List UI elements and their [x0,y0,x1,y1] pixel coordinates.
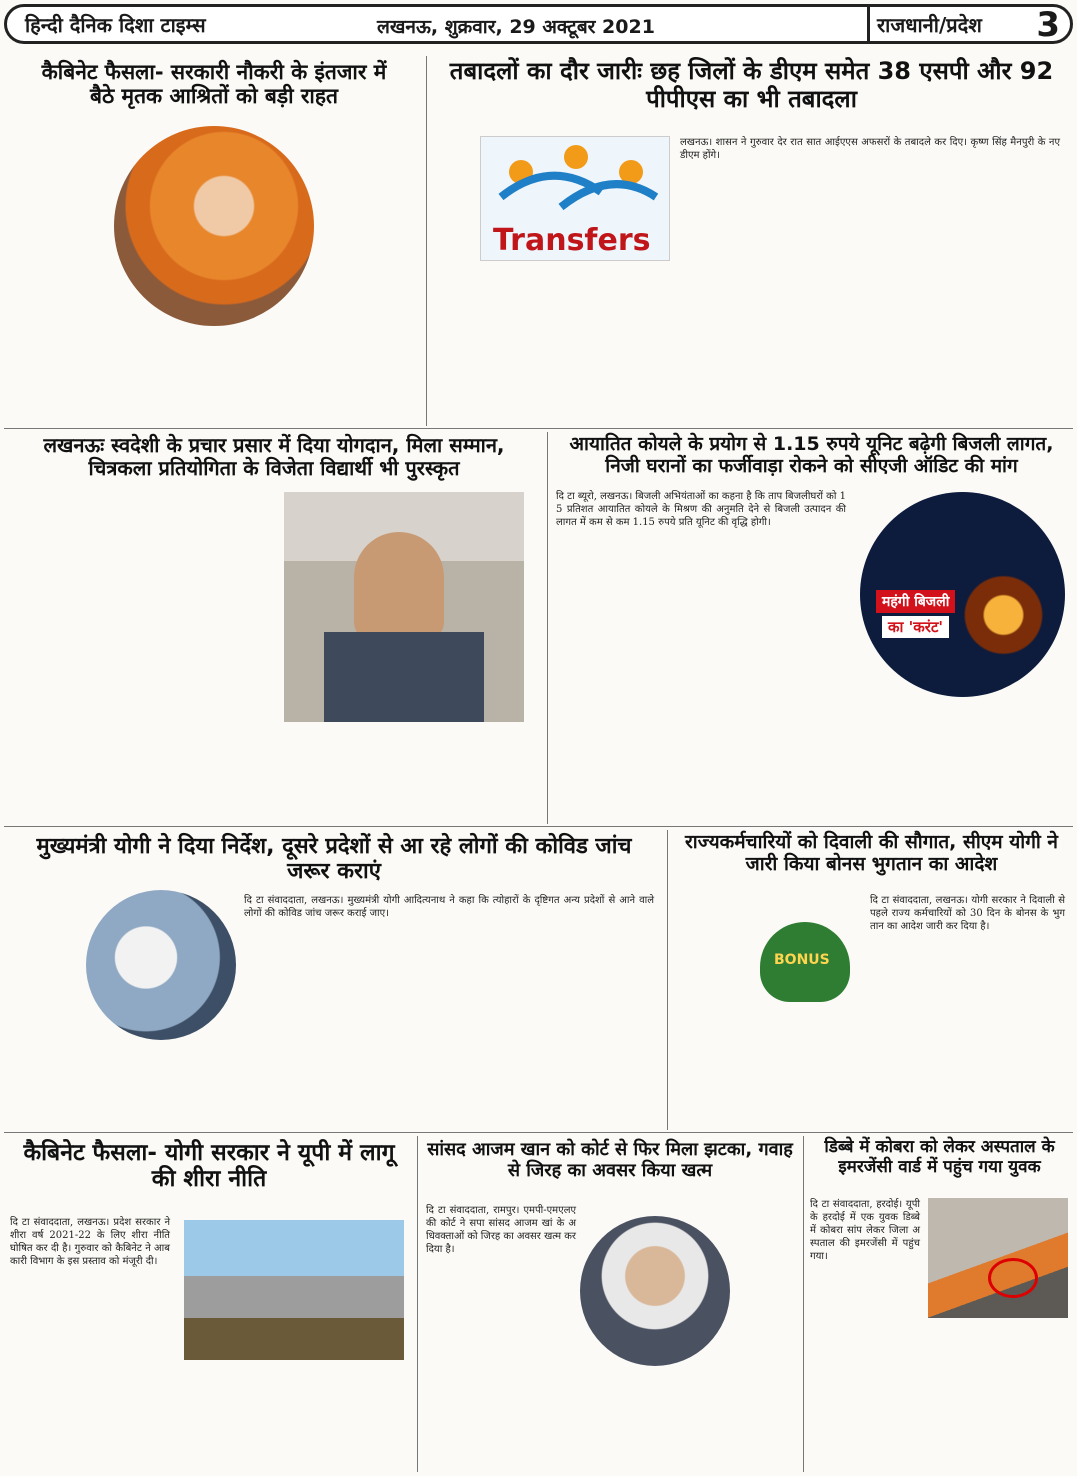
body-sugar: दि टा संवाददाता, लखनऊ। प्रदेश सरकार ने शीरा वर्ष 2021-22 के लिए शीरा नीति घोषित कर दी है। गुरुवार को कैबिनेट ने आबकारी विभाग के इस प्रस्ताव को मंजूरी दी। [10,1217,170,1267]
rule-3 [4,1132,1073,1133]
costly-power-label: महंगी बिजली [876,590,955,613]
bonus-graphic [750,892,860,1012]
page-number: 3 [1036,5,1060,45]
bonus-label: BONUS [774,952,830,968]
current-label: का 'करंट' [882,616,949,638]
body-bonus: दि टा संवाददाता, लखनऊ। योगी सरकार ने दिवाली से पहले राज्य कर्मचारियों को 30 दिन के बोनस के भुगतान का आदेश जारी कर दिया है। [870,895,1065,932]
rule-1 [4,428,1073,429]
story-cobra [806,1136,1073,1472]
body-covid: दि टा संवाददाता, लखनऊ। मुख्यमंत्री योगी आदित्यनाथ ने कहा कि त्योहारों के दृष्टिगत अन्य प्रदेशों से आने वाले लोगों की कोविड जांच जरूर कराई जाए। [244,895,654,919]
body-cobra: दि टा संवाददाता, हरदोई। यूपी के हरदोई में एक युवक डिब्बे में कोबरा सांप लेकर जिला अस्पताल की इमरजेंसी में पहुंच गया। [810,1199,920,1262]
transfers-graphic [480,136,670,261]
section-name: राजधानी/प्रदेश [877,13,982,37]
headline-sugar: कैबिनेट फैसला- योगी सरकार ने यूपी में लागू की शीरा नीति [23,1140,395,1193]
headline-cobra: डिब्बे में कोबरा को लेकर अस्पताल के इमरजेंसी वार्ड में पहुंच गया युवक [824,1137,1055,1177]
story-coal [550,432,1073,824]
paper-name: हिन्दी दैनिक दिशा टाइम्स [25,13,206,37]
masthead-divider [867,7,870,41]
arrows-people-icon [481,137,670,227]
col-rule-d [417,1136,418,1472]
dateline: लखनऊ, शुक्रवार, 29 अक्टूबर 2021 [377,16,655,38]
masthead [4,4,1073,44]
body-coal: दि टा ब्यूरो, लखनऊ। बिजली अभियंताओं का कहना है कि ताप बिजलीघरों को 15 प्रतिशत आयातित कोयले के मिश्रण की अनुमति देने से बिजली उत्पादन की लागत में कम से कम 1.15 रुपये प्रति यूनिट की वृद्धि होगी। [556,491,846,528]
story-transfers [430,56,1073,426]
body-cabinet-jobs [4,128,424,418]
headline-azam: सांसद आजम खान को कोर्ट से फिर मिला झटका, गवाह से जिरह का अवसर किया खत्म [427,1139,793,1181]
headline-swadeshi: लखनऊः स्वदेशी के प्रचार प्रसार में दिया योगदान, मिला सम्मान, चित्रकला प्रतियोगिता के विजेता विद्यार्थी भी पुरस्कृत [43,433,505,480]
col-rule-b [547,432,548,824]
story-bonus [670,830,1073,1130]
headline-transfers: तबादलों का दौर जारीः छह जिलों के डीएम समेत 38 एसपी और 92 पीपीएस का भी तबादला [449,57,1054,113]
story-sugar [4,1136,414,1472]
transfers-label: Transfers [493,223,651,258]
award-photo [284,492,524,722]
col-rule-c [667,830,668,1130]
sugar-mill-photo [184,1220,404,1360]
headline-coal: आयातित कोयले के प्रयोग से 1.15 रुपये यूनिट बढ़ेगी बिजली लागत, निजी घरानों का फर्जीवाड़ा रोकने को सीएजी ऑडिट की मांग [569,433,1054,477]
cobra-photo [928,1198,1068,1318]
col-rule-a [426,56,427,426]
body-transfers: लखनऊ। शासन ने गुरुवार देर रात सात आईएएस अफसरों के तबादले कर दिए। कृष्ण सिंह मैनपुरी के नए डीएम होंगे। [680,137,1060,161]
headline-bonus: राज्यकर्मचारियों को दिवाली की सौगात, सीएम योगी ने जारी किया बोनस भुगतान का आदेश [685,831,1058,875]
rule-2 [4,826,1073,827]
azam-photo [580,1216,730,1366]
story-swadeshi [4,432,544,824]
col-rule-e [803,1136,804,1472]
story-covid [4,830,664,1130]
headline-cabinet-jobs: कैबिनेट फैसला- सरकारी नौकरी के इंतजार में बैठे मृतक आश्रितों को बड़ी राहत [41,60,387,109]
body-azam: दि टा संवाददाता, रामपुर। एमपी-एमएलए की कोर्ट ने सपा सांसद आजम खां के अधिवक्ताओं को जिरह का अवसर खत्म कर दिया है। [426,1205,576,1255]
story-cabinet-jobs [4,56,424,426]
story-azam [420,1136,800,1472]
covid-test-photo [86,890,236,1040]
headline-covid: मुख्यमंत्री योगी ने दिया निर्देश, दूसरे प्रदेशों से आ रहे लोगों की कोविड जांच जरूर कराएं [36,834,632,885]
electricity-graphic [860,492,1065,697]
